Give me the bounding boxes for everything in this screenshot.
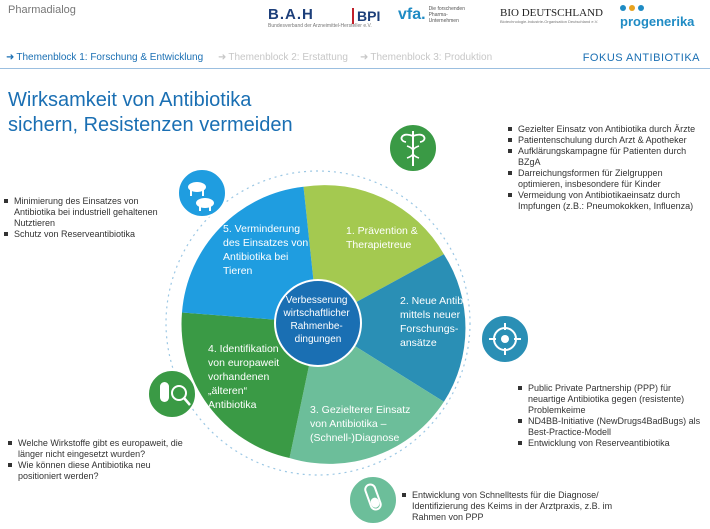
focus-label: FOKUS ANTIBIOTIKA: [582, 52, 700, 64]
nav-item-produktion[interactable]: ➜ Themenblock 3: Produktion: [360, 52, 493, 63]
list-item: Minimierung des Einsatzes von Antibiotika bei industriell gehaltenen Nutztieren: [4, 196, 164, 229]
list-item: Welche Wirkstoffe gibt es europaweit, die länger nicht eingesetzt wurden?: [8, 438, 188, 460]
vfa-logo: vfa. Die forschenden Pharma-Unternehmen: [398, 6, 465, 24]
notes-diagnose: [402, 490, 632, 523]
list-item: Wie können diese Antibiotika neu positioniert werden?: [8, 460, 188, 482]
farm-animals-icon: [178, 169, 226, 217]
segment-2-label: 2. Neue Antibiotika mittels neuer Forschungs- ansätze: [400, 295, 488, 349]
brand-label: Pharmadialog: [8, 4, 76, 16]
pills-magnifier-icon: [148, 370, 196, 418]
target-icon: [481, 315, 529, 363]
segment-3-label: 3. Gezielterer Einsatz von Antibiotika – (Schnell-)Diagnose: [310, 404, 411, 444]
list-item: Schutz von Reserveantibiotika: [4, 229, 164, 240]
nav-item-erstattung[interactable]: ➜ Themenblock 2: Erstattung: [218, 52, 348, 63]
center-label: Verbesserung wirtschaftlicher Rahmenbe- dingungen: [283, 295, 350, 345]
list-item: Patientenschulung durch Arzt & Apotheker: [508, 135, 703, 146]
notes-praevention: [508, 124, 703, 212]
notes-neue-antibiotika: [518, 383, 708, 449]
list-item: Entwicklung von Reserveantibiotika: [518, 438, 708, 449]
list-item: Entwicklung von Schnelltests für die Diagnose/ Identifizierung des Keims in der Arztpraxis, z.B. im Rahmen von PPP: [402, 490, 632, 523]
bio-deutschland-logo: BIO DEUTSCHLAND Biotechnologie-Industrie-Organisation Deutschland e.V.: [500, 7, 603, 24]
notes-identifikation: [8, 438, 188, 482]
bah-logo: B.A.H Bundesverband der Arzneimittel-Hersteller e.V.: [268, 6, 372, 29]
list-item: Darreichungsformen für Zielgruppen optimieren, insbesondere für Kinder: [508, 168, 703, 190]
segment-5-label: 5. Verminderung des Einsatzes von Antibiotika bei Tieren: [223, 223, 309, 277]
test-tube-icon: [349, 476, 397, 524]
segment-1-label: 1. Prävention & Therapietreue: [346, 225, 418, 251]
caduceus-icon: [389, 124, 437, 172]
list-item: Aufklärungskampagne für Patienten durch BZgA: [508, 146, 703, 168]
notes-tiere: [4, 196, 164, 240]
list-item: Public Private Partnership (PPP) für neuartige Antibiotika gegen (resistente) Problemkeime: [518, 383, 708, 416]
segment-4-label: 4. Identifikation von europaweit vorhandenen „älteren“ Antibiotika: [208, 343, 280, 411]
list-item: Gezielter Einsatz von Antibiotika durch Ärzte: [508, 124, 703, 135]
list-item: ND4BB-Initiative (NewDrugs4BadBugs) als Best-Practice-Modell: [518, 416, 708, 438]
bpi-logo: BPI: [352, 8, 380, 24]
page-title: Wirksamkeit von Antibiotika sichern, Resistenzen vermeiden: [8, 89, 293, 136]
nav-item-forschung[interactable]: ➜ Themenblock 1: Forschung & Entwicklung: [6, 52, 204, 63]
progenerika-logo: progenerika: [620, 14, 695, 29]
list-item: Vermeidung von Antibiotikaeinsatz durch Impfungen (z.B.: Pneumokokken, Influenza): [508, 190, 703, 212]
